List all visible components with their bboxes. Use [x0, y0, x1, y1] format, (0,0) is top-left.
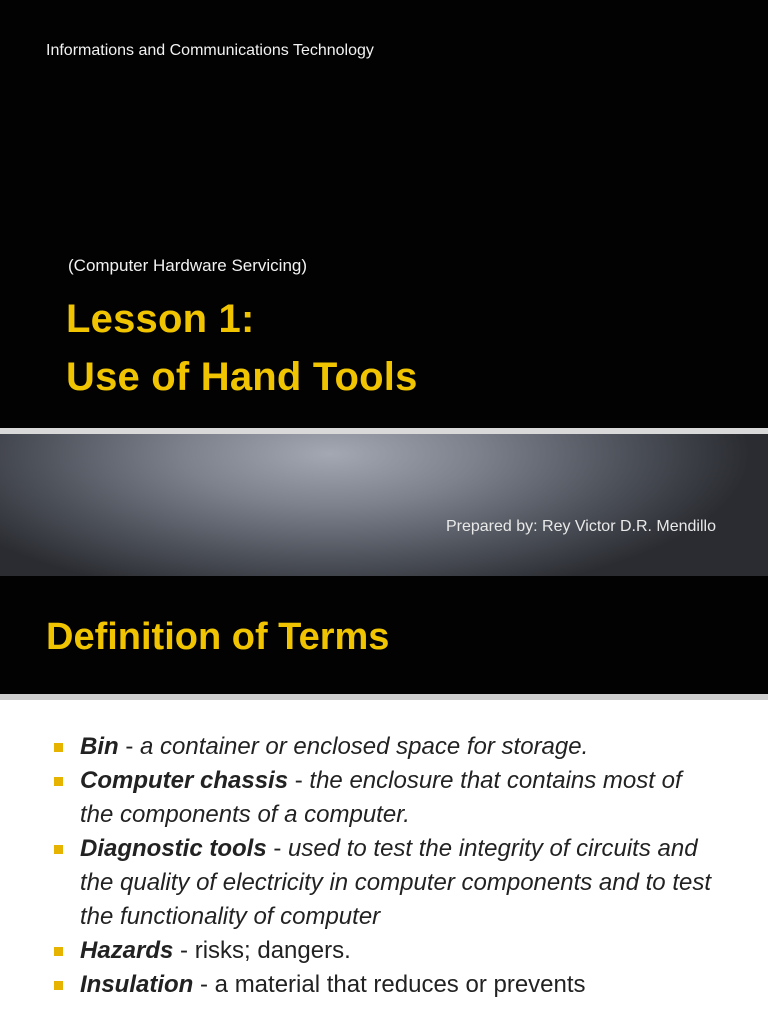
terms-list	[54, 730, 714, 1002]
definitions-slide-body	[0, 700, 768, 1024]
term-name: Bin	[80, 733, 119, 760]
prepared-by-text: Prepared by: Rey Victor D.R. Mendillo	[445, 518, 716, 535]
definitions-slide	[0, 576, 768, 1024]
term-name: Insulation	[80, 971, 194, 998]
term-definition: the enclosure that contains most of the components of a computer.	[80, 767, 682, 828]
subject-text: Informations and Communications Technology	[46, 42, 374, 59]
definitions-slide-header	[0, 576, 768, 694]
term-item-computer-chassis	[54, 764, 714, 832]
term-definition: a material that reduces or prevents	[214, 971, 586, 998]
term-name: Hazards	[80, 937, 174, 964]
lesson-title	[66, 290, 418, 406]
term-item-diagnostic-tools	[54, 832, 714, 934]
term-separator: -	[193, 971, 215, 998]
term-separator: -	[173, 937, 195, 964]
title-slide-top	[0, 0, 768, 428]
title-slide-footer-band	[0, 434, 768, 576]
term-name: Diagnostic tools	[80, 835, 267, 862]
square-bullet-icon	[54, 777, 63, 786]
lesson-title-line-2: Use of Hand Tools	[66, 355, 418, 399]
term-definition: used to test the integrity of circuits and the quality of electricity in computer components and to test the functionality of computer	[80, 835, 711, 930]
square-bullet-icon	[54, 845, 63, 854]
square-bullet-icon	[54, 947, 63, 956]
course-text: (Computer Hardware Servicing)	[68, 256, 308, 275]
term-item-insulation	[54, 968, 714, 1002]
lesson-title-line-1: Lesson 1:	[66, 297, 255, 341]
square-bullet-icon	[54, 981, 63, 990]
square-bullet-icon	[54, 743, 63, 752]
term-item-bin	[54, 730, 714, 764]
term-name: Computer chassis	[80, 767, 289, 794]
definitions-title: Definition of Terms	[46, 616, 390, 658]
term-definition: risks; dangers.	[194, 937, 351, 964]
term-separator: -	[118, 733, 140, 760]
term-separator: -	[266, 835, 289, 862]
term-definition: a container or enclosed space for storage.	[140, 733, 589, 760]
term-separator: -	[288, 767, 310, 794]
term-item-hazards	[54, 934, 714, 968]
